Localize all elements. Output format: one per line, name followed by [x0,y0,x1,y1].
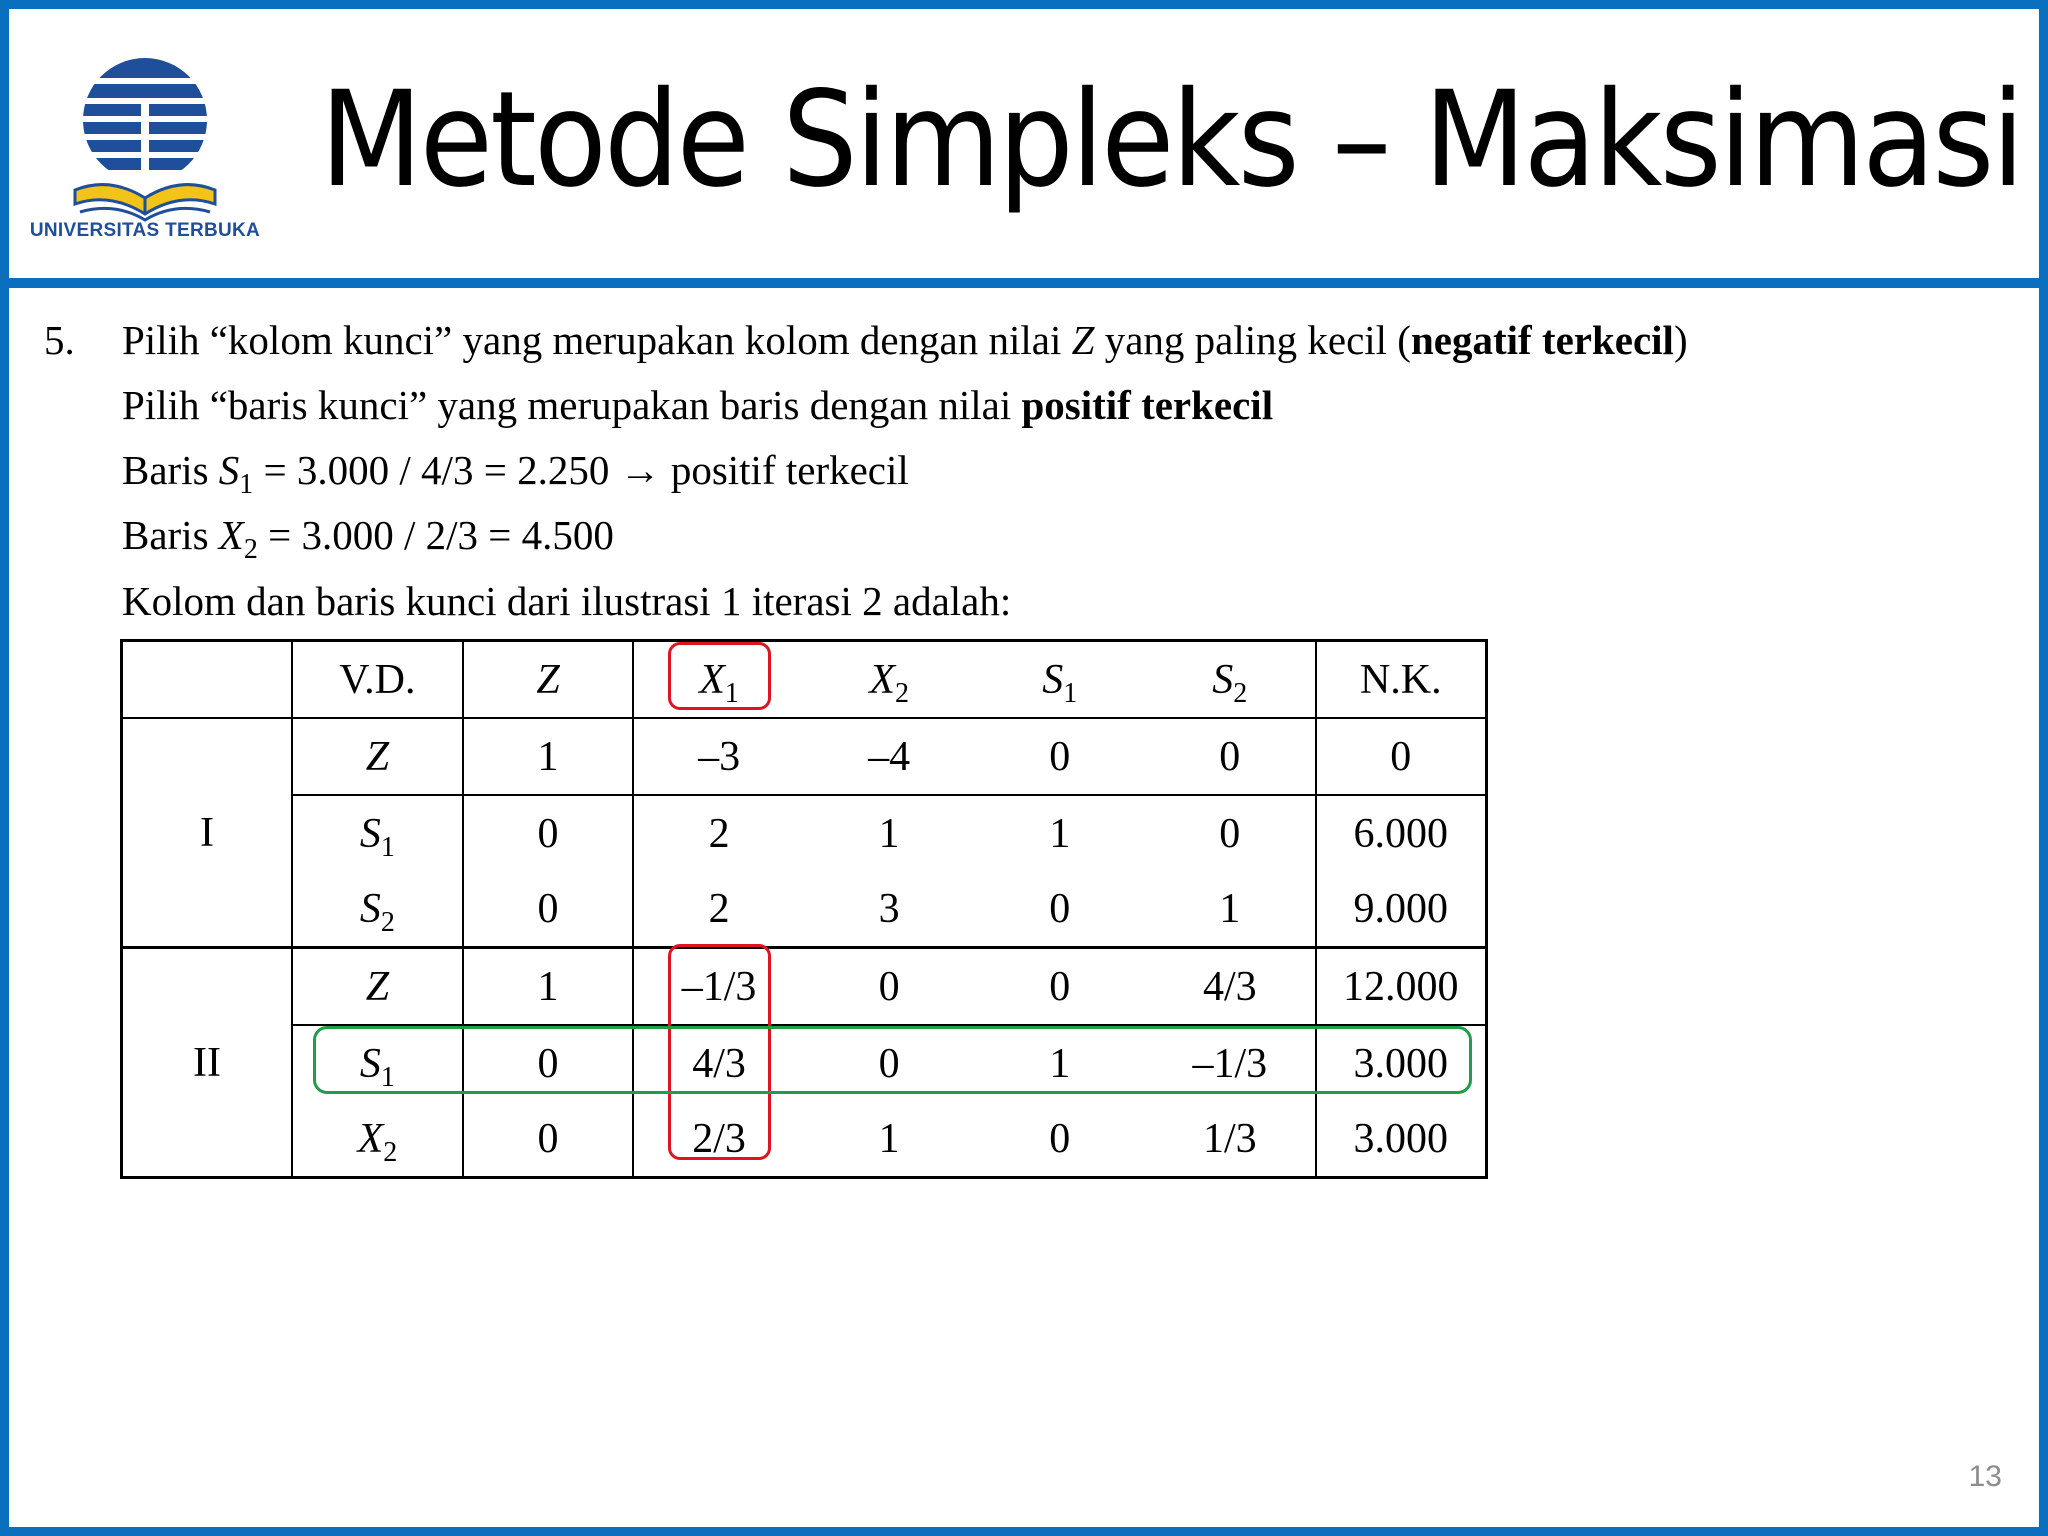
slide-title: Metode Simpleks – Maksimasi [320,63,2022,217]
step-number: 5. [44,317,75,363]
universitas-terbuka-logo [20,52,270,248]
cell-x2: 0 [878,1040,900,1087]
row-basic-variable: $S_1$ [292,795,463,871]
cell-z: 1 [463,718,634,795]
cell-x2: 3 [804,871,975,948]
header-vd: V.D. [292,641,463,719]
step-line-ratio-s1: Baris $S_1 = 3.000 / 4/3 = 2.250$ → positif terkecil [122,447,909,500]
table-row [122,1101,1487,1178]
cell-s1: 1 [1049,810,1071,857]
iteration-label: I [122,718,293,948]
cell-z: 0 [463,871,634,948]
header-divider [0,278,2048,288]
header-x2: $X_2$ [804,641,975,719]
cell-z: 1 [463,948,634,1026]
step-line-baris-kunci: Pilih “baris kunci” yang merupakan baris dengan nilai positif terkecil [122,382,1274,428]
header-nk: N.K. [1316,641,1487,719]
cell-x1: 4/3 [692,1040,746,1087]
logo-text: UNIVERSITAS TERBUKA [29,220,261,241]
cell-x1: 2 [708,810,730,857]
cell-s1: 0 [974,948,1145,1026]
step-line-kolom-kunci: Pilih “kolom kunci” yang merupakan kolom dengan nilai Z yang paling kecil (negatif terkecil) [122,317,1688,363]
cell-z: 0 [463,1101,634,1178]
header-s1: $S_1$ [974,641,1145,719]
header-z: Z [463,641,634,719]
cell-nk: 12.000 [1316,948,1487,1026]
cell-x1: 2 [633,871,804,948]
row-basic-variable: $S_2$ [292,871,463,948]
step-line-ratio-x2: Baris $X_2 = 3.000 / 2/3 = 4.500$ [122,512,614,565]
key-row-highlight [313,1026,1472,1094]
table-header-row [122,641,1487,719]
row-basic-variable: Z [292,948,463,1026]
cell-z: 0 [463,795,634,871]
cell-x1: –3 [633,718,804,795]
cell-s1: 0 [974,871,1145,948]
cell-s2: –1/3 [1145,1025,1316,1101]
table-row [122,795,1487,871]
row-basic-variable: $X_2$ [292,1101,463,1178]
cell-nk: 3.000 [1316,1025,1487,1101]
key-column-header-highlight [668,642,771,710]
iteration-label: II [122,948,293,1178]
cell-s2: 0 [1145,718,1316,795]
cell-z: 0 [463,1025,634,1101]
cell-s2: 4/3 [1145,948,1316,1026]
cell-s1: 1 [1049,1040,1071,1087]
row-basic-variable: Z [292,718,463,795]
cell-x2: 0 [804,948,975,1026]
cell-x2: –4 [804,718,975,795]
cell-s2: 1/3 [1145,1101,1316,1178]
table-row [122,948,1487,1026]
table-row [122,871,1487,948]
cell-x1: –1/3 [633,948,804,1026]
cell-nk: 3.000 [1316,1101,1487,1178]
header-s2: $S_2$ [1145,641,1316,719]
cell-nk: 9.000 [1316,871,1487,948]
cell-s2: 1 [1145,871,1316,948]
cell-s1: 0 [974,1101,1145,1178]
step-line-intro-table: Kolom dan baris kunci dari ilustrasi 1 iterasi 2 adalah: [122,578,1012,624]
cell-s2: 0 [1145,795,1316,871]
header-iteration-cell [122,641,293,719]
cell-x1: 2/3 [633,1101,804,1178]
page-number: 13 [1968,1460,2002,1493]
row-basic-variable: $S_1$ [292,1025,463,1101]
cell-nk: 0 [1316,718,1487,795]
cell-x2: 1 [804,1101,975,1178]
cell-s1: 0 [974,718,1145,795]
table-row [122,718,1487,795]
cell-x2: 1 [878,810,900,857]
cell-nk: 6.000 [1316,795,1487,871]
header-x1: $X_1$ [633,641,804,719]
simplex-tableau [120,639,1488,1179]
